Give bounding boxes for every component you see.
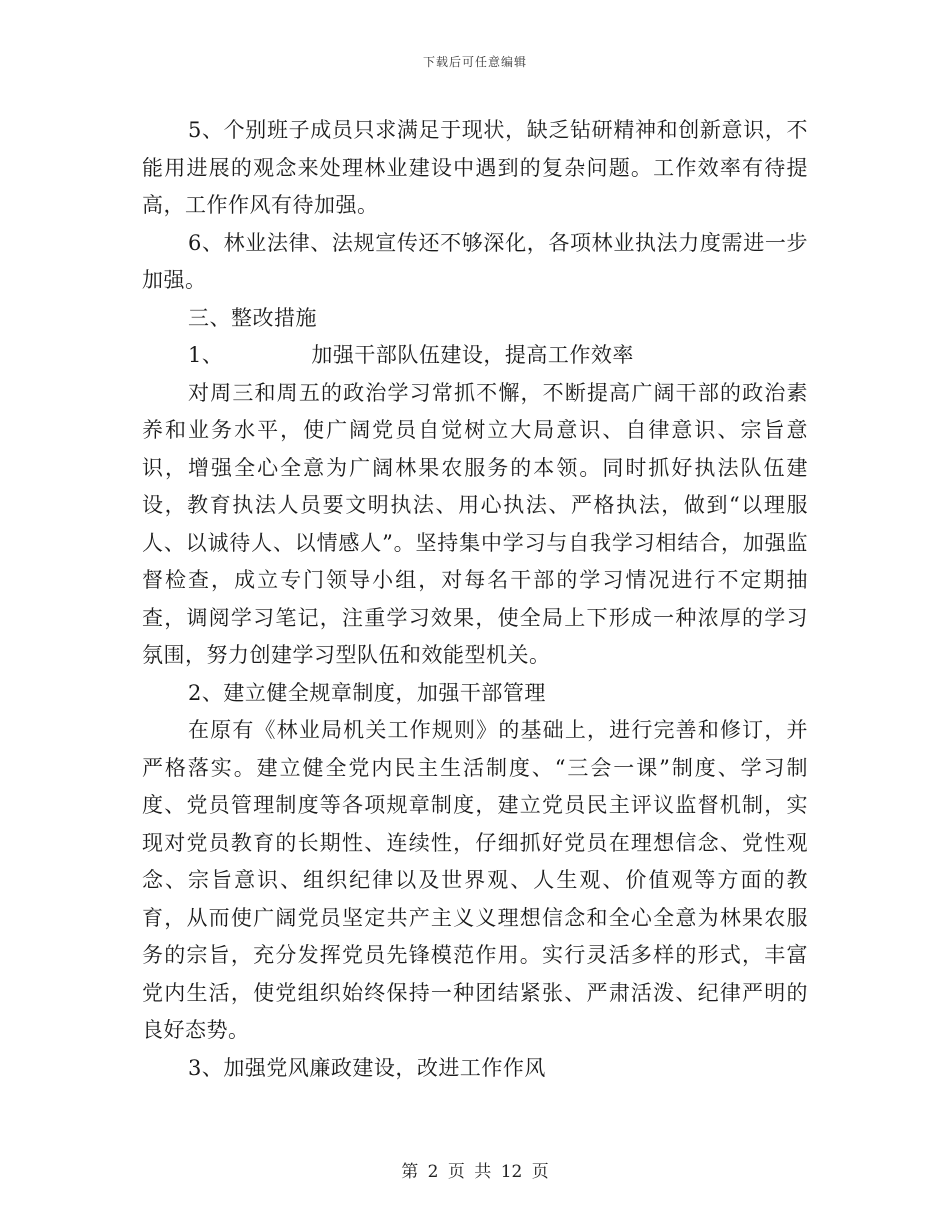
subheading-1 [142, 337, 808, 375]
subheading-2: 2、建立健全规章制度，加强干部管理 [188, 680, 546, 705]
paragraph-rules: 在原有《林业局机关工作规则》的基础上，进行完善和修订，并严格落实。建立健全党内民主生活制度、“三会一课”制度、学习制度、党员管理制度等各项规章制度，建立党员民主评议监督机制，实现对党员教育的长期性、连续性，仔细抓好党员在理想信念、党性观念、宗旨意识、组织纪律以及世界观、人生观、价值观等方面的教育，从而使广阔党员坚定共产主义义理想信念和全心全意为林果农服务的宗旨，充分发挥党员先锋模范作用。实行灵活多样的形式，丰富党内生活，使党组织始终保持一种团结紧张、严肃活泼、纪律严明的良好态势。 [142, 718, 808, 1042]
subheading-1-text: 加强干部队伍建设，提高工作效率 [311, 343, 634, 367]
paragraph-item-5: 5、个别班子成员只求满足于现状，缺乏钻研精神和创新意识，不能用进展的观念来处理林业建设中遇到的复杂问题。工作效率有待提高，工作作风有待加强。 [142, 118, 808, 217]
subheading-3: 3、加强党风廉政建设，改进工作作风 [188, 1055, 546, 1080]
section-heading-rectification: 三、整改措施 [188, 305, 317, 330]
paragraph-study: 对周三和周五的政治学习常抓不懈，不断提高广阔干部的政治素养和业务水平，使广阔党员自觉树立大局意识、自律意识、宗旨意识，增强全心全意为广阔林果农服务的本领。同时抓好执法队伍建设，教育执法人员要文明执法、用心执法、严格执法，做到“以理服人、以诚待人、以情感人”。坚持集中学习与自我学习相结合，加强监督检查，成立专门领导小组，对每名干部的学习情况进行不定期抽查，调阅学习笔记，注重学习效果，使全局上下形成一种浓厚的学习氛围，努力创建学习型队伍和效能型机关。 [142, 380, 808, 667]
page-footer: 第 2 页 共 12 页 [401, 1162, 549, 1182]
document-body [142, 112, 808, 1087]
page-header: 下载后可任意编辑 [422, 55, 527, 69]
subheading-1-number: 1、 [188, 343, 224, 367]
paragraph-item-6: 6、林业法律、法规宣传还不够深化，各项林业执法力度需进一步加强。 [142, 230, 808, 292]
